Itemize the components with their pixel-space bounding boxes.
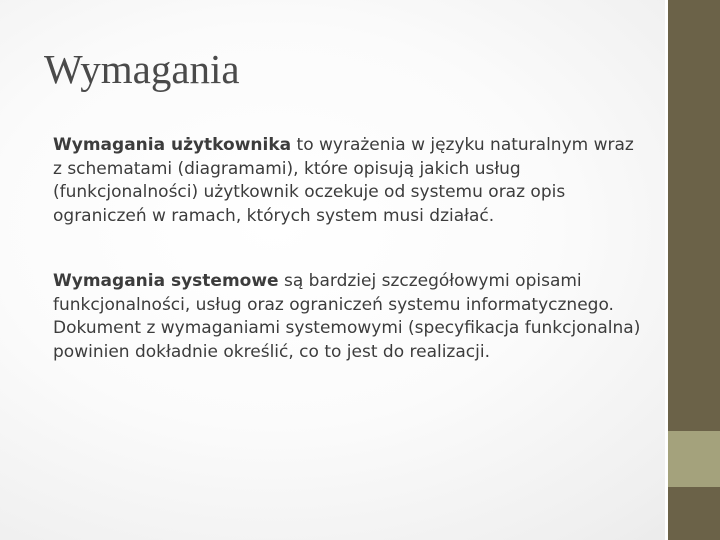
definition-user-requirements: to wyrażenia w języku naturalnym wraz z schematami (diagramami), które opisują jakich usług (funkcjonalności) użytkownik oczekuje od systemu oraz opis ograniczeń w ramach, których system musi działać. <box>53 135 634 226</box>
sidebar-accent-block <box>668 431 720 487</box>
paragraph-system-requirements <box>53 270 648 364</box>
sidebar-bottom-block <box>668 487 720 540</box>
paragraph-user-requirements <box>53 134 648 228</box>
slide-title: Wymagania <box>44 46 240 92</box>
slide-body <box>53 134 648 364</box>
sidebar-top-block <box>668 0 720 431</box>
term-system-requirements: Wymagania systemowe <box>53 271 279 291</box>
term-user-requirements: Wymagania użytkownika <box>53 135 292 155</box>
decorative-sidebar <box>668 0 720 540</box>
definition-system-requirements: są bardziej szczegółowymi opisami funkcjonalności, usług oraz ograniczeń systemu informatycznego. Dokument z wymaganiami systemowymi (specyfikacja funkcjonalna) powinien dokładnie określić, co to jest do realizacji. <box>53 271 641 362</box>
